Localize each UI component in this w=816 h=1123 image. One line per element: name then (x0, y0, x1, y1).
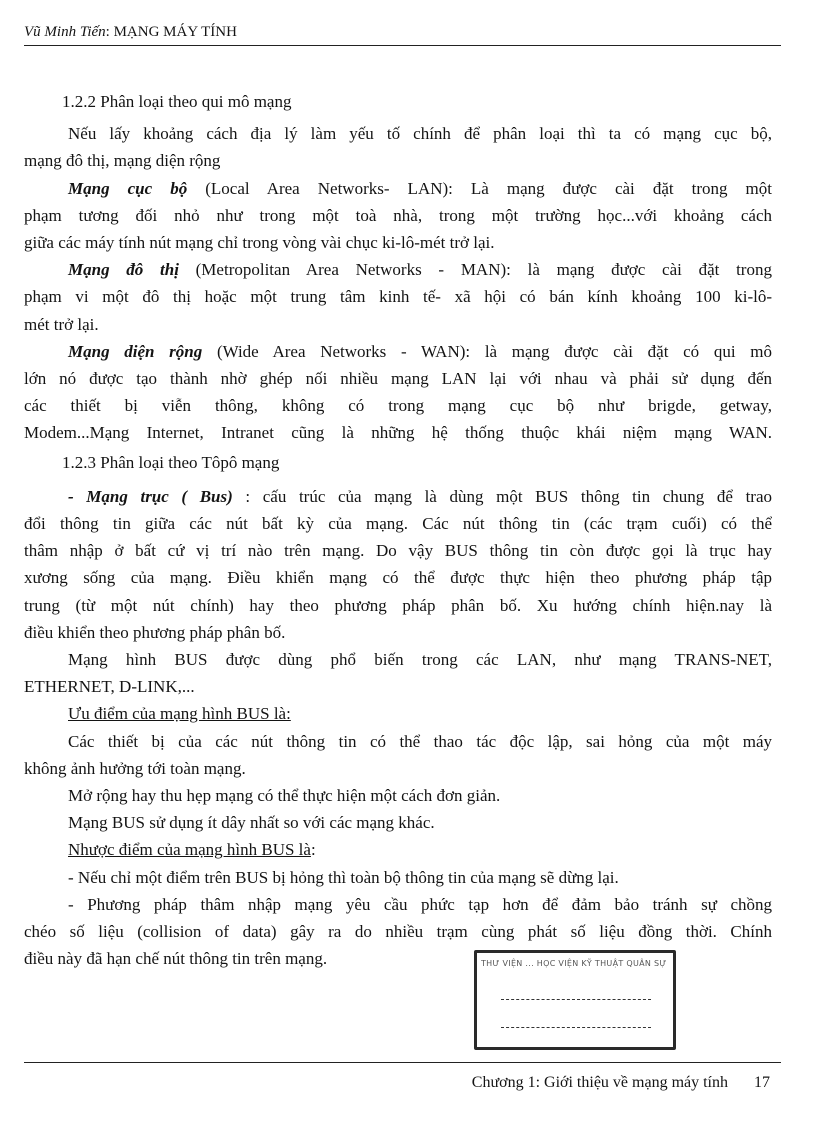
bus-line-2: đổi thông tin giữa các nút bất kỳ của mạng. Các nút thông tin (các trạm cuối) có thể (24, 514, 772, 534)
wan-line-1: Mạng diện rộng (Wide Area Networks - WAN): là mạng được cài đặt có qui mô (68, 341, 772, 361)
disadvantages-title: Nhược điểm của mạng hình BUS là: (68, 840, 316, 860)
disadvantage-1: - Nếu chỉ một điểm trên BUS bị hỏng thì toàn bộ thông tin của mạng sẽ dừng lại. (68, 867, 619, 887)
wan-line-3: các thiết bị viễn thông, không có trong mạng cục bộ như brigde, getway, (24, 396, 772, 416)
section-heading-1-2-3: 1.2.3 Phân loại theo Tôpô mạng (62, 452, 280, 472)
footer-chapter: Chương 1: Giới thiệu về mạng máy tính (471, 1074, 728, 1091)
disadvantage-2-line-2: chéo số liệu (collision of data) gây ra do nhiều trạm cùng phát số liệu đồng thời. Chính (24, 922, 772, 942)
man-line-1: Mạng đô thị (Metropolitan Area Networks - MAN): là mạng được cài đặt trong (68, 260, 772, 280)
wan-term: Mạng diện rộng (68, 341, 203, 361)
bus-line-4: xương sống của mạng. Điều khiển mạng có thể được thực hiện theo phương pháp tập (24, 568, 772, 588)
library-stamp (474, 950, 676, 1050)
usage-line-2: ETHERNET, D-LINK,... (24, 677, 195, 697)
intro-line-1: Nếu lấy khoảng cách địa lý làm yếu tố chính để phân loại thì ta có mạng cục bộ, (68, 124, 772, 144)
advantage-1-line-2: không ảnh hưởng tới toàn mạng. (24, 758, 246, 778)
intro-line-2: mạng đô thị, mạng diện rộng (24, 151, 221, 171)
section-heading-1-2-2: 1.2.2 Phân loại theo qui mô mạng (62, 92, 292, 111)
man-line-2: phạm vi một đô thị hoặc một trung tâm kinh tế- xã hội có bán kính khoảng 100 ki-lô- (24, 287, 772, 307)
disadvantage-2-line-3: điều này đã hạn chế nút thông tin trên mạng. (24, 949, 328, 969)
header-author: Vũ Minh Tiến (24, 24, 106, 40)
man-line-3: mét trở lại. (24, 314, 99, 334)
page-number: 17 (754, 1074, 770, 1091)
footer-rule (24, 1062, 781, 1063)
bus-term: - Mạng trục ( Bus) (68, 486, 233, 506)
bus-line-1: - Mạng trục ( Bus) : cấu trúc của mạng là dùng một BUS thông tin chung để trao (68, 486, 772, 506)
advantages-title: Ưu điểm của mạng hình BUS là: (68, 704, 291, 724)
page-footer (472, 1073, 770, 1093)
stamp-line (501, 1027, 651, 1028)
usage-line-1: Mạng hình BUS được dùng phổ biến trong các LAN, như mạng TRANS-NET, (68, 650, 772, 670)
man-term: Mạng đô thị (68, 260, 179, 280)
lan-term: Mạng cục bộ (68, 178, 188, 198)
stamp-header-text: THƯ VIỆN ... HỌC VIỆN KỸ THUẬT QUÂN SỰ (481, 959, 667, 968)
page-header (24, 22, 781, 46)
wan-line-4: Modem...Mạng Internet, Intranet cũng là những hệ thống thuộc khái niệm mạng WAN. (24, 423, 772, 443)
disadvantage-2-line-1: - Phương pháp thâm nhập mạng yêu cầu phức tạp hơn để đảm bảo tránh sự chồng (68, 894, 772, 914)
advantage-3: Mạng BUS sử dụng ít dây nhất so với các mạng khác. (68, 813, 435, 833)
header-separator: : (105, 24, 114, 40)
lan-line-1: Mạng cục bộ (Local Area Networks- LAN): Là mạng được cài đặt trong một (68, 178, 772, 198)
bus-line-5: trung (từ một nút chính) hay theo phương pháp phân bố. Xu hướng chính hiện.nay là (24, 595, 772, 615)
advantage-2: Mở rộng hay thu hẹp mạng có thể thực hiện một cách đơn giản. (68, 786, 501, 806)
stamp-line (501, 999, 651, 1000)
header-title: MẠNG MÁY TÍNH (113, 24, 237, 40)
bus-line-6: điều khiển theo phương pháp phân bố. (24, 622, 286, 642)
page-body (24, 88, 772, 973)
bus-line-3: thâm nhập ở bất cứ vị trí nào trên mạng. Do vậy BUS thông tin còn được gọi là trục hay (24, 541, 772, 561)
wan-line-2: lớn nó được tạo thành nhờ ghép nối nhiều mạng LAN lại với nhau và phải sử dụng đến (24, 369, 772, 389)
advantage-1-line-1: Các thiết bị của các nút thông tin có thể thao tác độc lập, sai hỏng của một máy (68, 731, 772, 751)
lan-line-2: phạm tương đối nhỏ như trong một toà nhà, trong một trường học...với khoảng cách (24, 205, 772, 225)
lan-line-3: giữa các máy tính nút mạng chỉ trong vòng vài chục ki-lô-mét trở lại. (24, 233, 495, 253)
